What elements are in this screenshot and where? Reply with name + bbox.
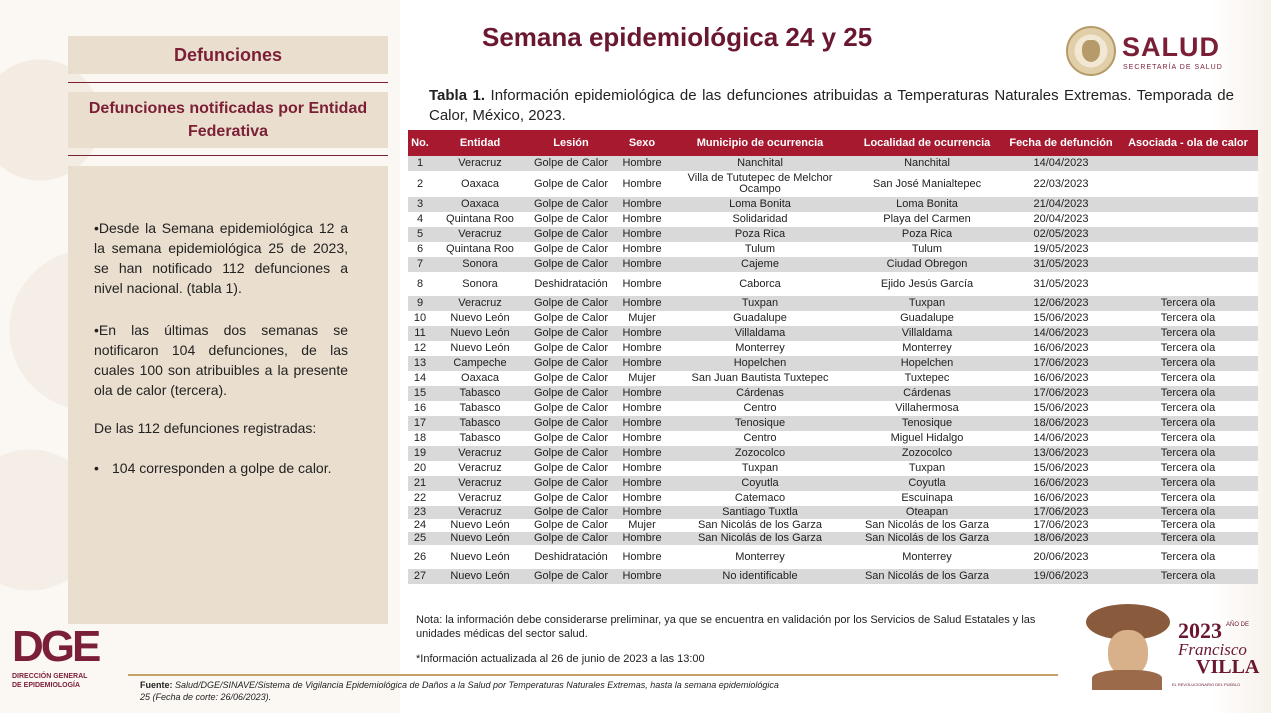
table-cell: Playa del Carmen xyxy=(850,212,1004,227)
salud-logo xyxy=(1066,26,1236,80)
table-cell: Cárdenas xyxy=(670,386,850,401)
table-cell: Golpe de Calor xyxy=(528,446,614,461)
table-cell: Zozocolco xyxy=(850,446,1004,461)
table-cell: Nuevo León xyxy=(432,341,528,356)
table-cell: Villaldama xyxy=(850,326,1004,341)
table-cell: Deshidratación xyxy=(528,272,614,296)
table-cell xyxy=(1118,171,1258,197)
table-cell: Campeche xyxy=(432,356,528,371)
table-header-cell: No. xyxy=(408,130,432,156)
table-cell: Veracruz xyxy=(432,476,528,491)
table-row xyxy=(408,569,1258,584)
table-cell: No identificable xyxy=(670,569,850,584)
paragraph-1: •Desde la Semana epidemiológica 12 a la semana epidemiológica 25 de 2023, se han notificado 112 defunciones a nivel nacional. (tabla 1). xyxy=(94,220,348,296)
table-cell: 23 xyxy=(408,506,432,519)
table-row xyxy=(408,491,1258,506)
table-cell: 17/06/2023 xyxy=(1004,386,1118,401)
table-row xyxy=(408,272,1258,296)
table-cell: Tercera ola xyxy=(1118,371,1258,386)
deaths-table xyxy=(408,130,1258,584)
table-cell: Tabasco xyxy=(432,416,528,431)
table-cell: Golpe de Calor xyxy=(528,212,614,227)
table-cell: Nuevo León xyxy=(432,569,528,584)
table-cell: 6 xyxy=(408,242,432,257)
table-cell: Hombre xyxy=(614,431,670,446)
table-cell: Tenosique xyxy=(850,416,1004,431)
table-cell xyxy=(1118,156,1258,171)
table-cell: Oaxaca xyxy=(432,371,528,386)
table-cell: Golpe de Calor xyxy=(528,461,614,476)
divider xyxy=(68,82,388,83)
table-cell: Tercera ola xyxy=(1118,476,1258,491)
table-cell: Hombre xyxy=(614,212,670,227)
table-cell: Golpe de Calor xyxy=(528,476,614,491)
table-cell: Tercera ola xyxy=(1118,311,1258,326)
table-cell: Hopelchen xyxy=(670,356,850,371)
coat-of-arms-icon xyxy=(1066,26,1116,76)
panel-body xyxy=(68,166,388,624)
table-cell: Tercera ola xyxy=(1118,356,1258,371)
table-cell: 21/04/2023 xyxy=(1004,197,1118,212)
table-cell: Tuxpan xyxy=(670,296,850,311)
table-cell: Golpe de Calor xyxy=(528,431,614,446)
table-cell: San Nicolás de los Garza xyxy=(850,532,1004,545)
table-cell: 9 xyxy=(408,296,432,311)
table-cell: Hombre xyxy=(614,416,670,431)
table-cell: 20/04/2023 xyxy=(1004,212,1118,227)
table-cell: Veracruz xyxy=(432,296,528,311)
table-cell: Tercera ola xyxy=(1118,491,1258,506)
table-cell: Golpe de Calor xyxy=(528,341,614,356)
fv-tag: EL REVOLUCIONARIO DEL PUEBLO xyxy=(1172,682,1241,687)
table-row xyxy=(408,401,1258,416)
caption-text: Información epidemiológica de las defunciones atribuidas a Temperaturas Naturales Extremas. Temporada de Calor, México, 2023. xyxy=(429,87,1234,124)
table-cell: Hombre xyxy=(614,545,670,569)
table-cell: 21 xyxy=(408,476,432,491)
table-cell: Villahermosa xyxy=(850,401,1004,416)
table-cell xyxy=(1118,272,1258,296)
table-cell: Golpe de Calor xyxy=(528,506,614,519)
caption-label: Tabla 1. xyxy=(429,87,486,104)
table-cell: 8 xyxy=(408,272,432,296)
table-cell: 31/05/2023 xyxy=(1004,257,1118,272)
table-row xyxy=(408,296,1258,311)
table-cell: Miguel Hidalgo xyxy=(850,431,1004,446)
paragraph-3: De las 112 defunciones registradas: xyxy=(94,420,317,436)
table-cell: Hombre xyxy=(614,257,670,272)
table-cell: 24 xyxy=(408,519,432,532)
table-row xyxy=(408,257,1258,272)
table-cell: Ciudad Obregon xyxy=(850,257,1004,272)
table-cell: 27 xyxy=(408,569,432,584)
table-row xyxy=(408,446,1258,461)
table-cell: Veracruz xyxy=(432,491,528,506)
table-cell: Hombre xyxy=(614,356,670,371)
table-cell: Golpe de Calor xyxy=(528,326,614,341)
table-cell: Tulum xyxy=(670,242,850,257)
fv-year: 2023 xyxy=(1178,618,1222,643)
table-cell: Monterrey xyxy=(670,341,850,356)
table-cell: Golpe de Calor xyxy=(528,416,614,431)
table-header-cell: Municipio de ocurrencia xyxy=(670,130,850,156)
table-cell: Nanchital xyxy=(670,156,850,171)
table-cell: 4 xyxy=(408,212,432,227)
table-cell: 20 xyxy=(408,461,432,476)
table-cell: Golpe de Calor xyxy=(528,371,614,386)
table-cell: 25 xyxy=(408,532,432,545)
table-row xyxy=(408,519,1258,532)
table-cell: Golpe de Calor xyxy=(528,401,614,416)
table-cell: Nuevo León xyxy=(432,326,528,341)
table-cell: Zozocolco xyxy=(670,446,850,461)
fv-name-2: VILLA xyxy=(1196,656,1260,678)
table-cell: Hombre xyxy=(614,341,670,356)
table-cell: Golpe de Calor xyxy=(528,491,614,506)
table-cell: 5 xyxy=(408,227,432,242)
table-cell: 15/06/2023 xyxy=(1004,401,1118,416)
table-cell: Mujer xyxy=(614,519,670,532)
table-row xyxy=(408,416,1258,431)
table-body xyxy=(408,156,1258,584)
table-cell: Golpe de Calor xyxy=(528,532,614,545)
table-cell: Veracruz xyxy=(432,461,528,476)
table-cell: Oteapan xyxy=(850,506,1004,519)
table-cell: Hombre xyxy=(614,272,670,296)
table-header-cell: Localidad de ocurrencia xyxy=(850,130,1004,156)
table-row xyxy=(408,386,1258,401)
francisco-villa-logo xyxy=(1078,600,1258,692)
table-cell: 1 xyxy=(408,156,432,171)
table-cell xyxy=(1118,257,1258,272)
page-title: Semana epidemiológica 24 y 25 xyxy=(482,22,873,52)
table-caption xyxy=(429,86,1234,126)
table-cell: San José Manialtepec xyxy=(850,171,1004,197)
paragraph-2: •En las últimas dos semanas se notificaron 104 defunciones, de las cuales 100 son atribuibles a la presente ola de calor (tercera). xyxy=(94,322,348,398)
table-row xyxy=(408,311,1258,326)
fv-name-1: Francisco xyxy=(1178,640,1247,659)
dge-logo xyxy=(12,622,112,702)
table-cell: Hombre xyxy=(614,296,670,311)
table-cell: 11 xyxy=(408,326,432,341)
fv-year-sub: AÑO DE xyxy=(1226,622,1250,628)
table-cell: Sonora xyxy=(432,272,528,296)
table-cell xyxy=(1118,212,1258,227)
table-cell xyxy=(1118,242,1258,257)
table-cell: Guadalupe xyxy=(850,311,1004,326)
dge-name-line-2: DE EPIDEMIOLOGÍA xyxy=(12,682,81,689)
table-cell: 12/06/2023 xyxy=(1004,296,1118,311)
table-cell: San Nicolás de los Garza xyxy=(670,532,850,545)
table-cell: Hombre xyxy=(614,156,670,171)
table-header-row xyxy=(408,130,1258,156)
table-row xyxy=(408,532,1258,545)
table-cell: Hombre xyxy=(614,476,670,491)
table-row xyxy=(408,171,1258,197)
panel-title: Defunciones xyxy=(68,36,388,74)
table-cell: Tercera ola xyxy=(1118,506,1258,519)
table-cell: Golpe de Calor xyxy=(528,519,614,532)
table-cell: Tercera ola xyxy=(1118,341,1258,356)
table-cell: Tabasco xyxy=(432,386,528,401)
table-cell: Centro xyxy=(670,431,850,446)
source-text xyxy=(140,679,780,703)
table-cell: 19/06/2023 xyxy=(1004,569,1118,584)
table-cell: Nanchital xyxy=(850,156,1004,171)
dge-letters: DGE xyxy=(12,622,99,671)
note-text: Nota: la información debe considerarse preliminar, ya que se encuentra en validación por los Servicios de Salud Estatales y las unidades médicas del sector salud. xyxy=(416,614,1036,640)
dge-name-line-1: DIRECCIÓN GENERAL xyxy=(12,673,88,680)
footer-divider xyxy=(128,674,1058,676)
bullet-item xyxy=(94,458,348,478)
table-cell: Nuevo León xyxy=(432,519,528,532)
table-cell: Golpe de Calor xyxy=(528,569,614,584)
table-header-cell: Asociada - ola de calor xyxy=(1118,130,1258,156)
table-cell: Poza Rica xyxy=(850,227,1004,242)
table-row xyxy=(408,242,1258,257)
table-header-cell: Entidad xyxy=(432,130,528,156)
table-cell: Monterrey xyxy=(850,341,1004,356)
table-cell: Escuinapa xyxy=(850,491,1004,506)
table-header-cell: Sexo xyxy=(614,130,670,156)
table-cell: Hombre xyxy=(614,227,670,242)
table-cell: Villa de Tututepec de Melchor Ocampo xyxy=(670,171,850,197)
table-cell: Coyutla xyxy=(670,476,850,491)
table-cell: Tuxpan xyxy=(850,461,1004,476)
table-row xyxy=(408,212,1258,227)
table-cell: Veracruz xyxy=(432,506,528,519)
table-cell: 18/06/2023 xyxy=(1004,416,1118,431)
table-cell: 15/06/2023 xyxy=(1004,311,1118,326)
table-cell: Golpe de Calor xyxy=(528,296,614,311)
logo-subtext: SECRETARÍA DE SALUD xyxy=(1123,64,1223,71)
table-cell: 26 xyxy=(408,545,432,569)
table-cell: Hombre xyxy=(614,171,670,197)
table-cell: San Nicolás de los Garza xyxy=(850,569,1004,584)
source-label: Fuente: xyxy=(140,680,173,690)
table-cell: Santiago Tuxtla xyxy=(670,506,850,519)
table-cell: Oaxaca xyxy=(432,171,528,197)
table-cell: San Nicolás de los Garza xyxy=(850,519,1004,532)
table-cell: 10 xyxy=(408,311,432,326)
table-row xyxy=(408,431,1258,446)
table-cell: 17 xyxy=(408,416,432,431)
table-cell: Tercera ola xyxy=(1118,401,1258,416)
panel-subtitle: Defunciones notificadas por Entidad Federativa xyxy=(68,92,388,148)
table-cell: 15 xyxy=(408,386,432,401)
table-cell: 17/06/2023 xyxy=(1004,506,1118,519)
table-cell: Tercera ola xyxy=(1118,386,1258,401)
table-cell: Ejido Jesús García xyxy=(850,272,1004,296)
table-cell: 16 xyxy=(408,401,432,416)
table-cell: Hombre xyxy=(614,386,670,401)
table-cell: Monterrey xyxy=(670,545,850,569)
table-cell: 22 xyxy=(408,491,432,506)
table-cell: Golpe de Calor xyxy=(528,197,614,212)
table-cell: 17/06/2023 xyxy=(1004,356,1118,371)
table-cell: 3 xyxy=(408,197,432,212)
table-cell: Tenosique xyxy=(670,416,850,431)
table-cell: 13/06/2023 xyxy=(1004,446,1118,461)
table-cell: Golpe de Calor xyxy=(528,356,614,371)
table-cell: Hombre xyxy=(614,197,670,212)
table-cell: 7 xyxy=(408,257,432,272)
table-row xyxy=(408,156,1258,171)
table-cell: 31/05/2023 xyxy=(1004,272,1118,296)
table-cell: Golpe de Calor xyxy=(528,227,614,242)
table-cell: Golpe de Calor xyxy=(528,386,614,401)
table-cell: Sonora xyxy=(432,257,528,272)
table-cell: Hombre xyxy=(614,401,670,416)
table-cell: Tabasco xyxy=(432,431,528,446)
table-cell: Cajeme xyxy=(670,257,850,272)
table-cell: Hombre xyxy=(614,326,670,341)
table-row xyxy=(408,326,1258,341)
table-cell: Tuxpan xyxy=(850,296,1004,311)
table-cell: Tercera ola xyxy=(1118,446,1258,461)
table-cell: 14 xyxy=(408,371,432,386)
table-header-cell: Lesión xyxy=(528,130,614,156)
table-cell: Tulum xyxy=(850,242,1004,257)
table-row xyxy=(408,476,1258,491)
table-cell: Hombre xyxy=(614,461,670,476)
table-row xyxy=(408,506,1258,519)
table-cell: Veracruz xyxy=(432,227,528,242)
table-cell: Tabasco xyxy=(432,401,528,416)
table-row xyxy=(408,545,1258,569)
table-cell xyxy=(1118,197,1258,212)
table-cell: Solidaridad xyxy=(670,212,850,227)
table-cell: 19 xyxy=(408,446,432,461)
table-row xyxy=(408,197,1258,212)
table-cell: Monterrey xyxy=(850,545,1004,569)
table-cell: Deshidratación xyxy=(528,545,614,569)
table-cell: Hopelchen xyxy=(850,356,1004,371)
table-cell: Hombre xyxy=(614,506,670,519)
table-cell: 19/05/2023 xyxy=(1004,242,1118,257)
source-body: Salud/DGE/SINAVE/Sistema de Vigilancia Epidemiológica de Daños a la Salud por Temperaturas Naturales Extremas, hasta la semana epidemiológica 25 (Fecha de corte: 26/06/2023). xyxy=(140,680,779,702)
table-cell: Mujer xyxy=(614,371,670,386)
table-cell: San Juan Bautista Tuxtepec xyxy=(670,371,850,386)
table-cell: Golpe de Calor xyxy=(528,311,614,326)
table-cell: Tercera ola xyxy=(1118,545,1258,569)
table-cell: Tercera ola xyxy=(1118,461,1258,476)
table-cell: Villaldama xyxy=(670,326,850,341)
table-cell: 22/03/2023 xyxy=(1004,171,1118,197)
table-cell: Hombre xyxy=(614,532,670,545)
table-cell: Quintana Roo xyxy=(432,242,528,257)
table-cell: Hombre xyxy=(614,569,670,584)
bullet-text: 104 corresponden a golpe de calor. xyxy=(112,460,332,476)
table-row xyxy=(408,356,1258,371)
table-cell: 2 xyxy=(408,171,432,197)
table-cell: Guadalupe xyxy=(670,311,850,326)
table-cell: Tercera ola xyxy=(1118,569,1258,584)
table-cell: 18 xyxy=(408,431,432,446)
table-cell: Golpe de Calor xyxy=(528,156,614,171)
table-cell: 02/05/2023 xyxy=(1004,227,1118,242)
table-cell: Oaxaca xyxy=(432,197,528,212)
table-cell: 14/06/2023 xyxy=(1004,326,1118,341)
table-cell: Hombre xyxy=(614,491,670,506)
divider xyxy=(68,155,388,156)
table-cell: Catemaco xyxy=(670,491,850,506)
table-cell: 15/06/2023 xyxy=(1004,461,1118,476)
table-cell: Tercera ola xyxy=(1118,519,1258,532)
table-cell: 16/06/2023 xyxy=(1004,491,1118,506)
table-cell: Cárdenas xyxy=(850,386,1004,401)
table-cell: San Nicolás de los Garza xyxy=(670,519,850,532)
table-cell: Coyutla xyxy=(850,476,1004,491)
deaths-table-container xyxy=(408,130,1258,584)
table-header-cell: Fecha de defunción xyxy=(1004,130,1118,156)
table-cell: Poza Rica xyxy=(670,227,850,242)
table-cell: 14/04/2023 xyxy=(1004,156,1118,171)
table-cell: 14/06/2023 xyxy=(1004,431,1118,446)
table-cell: Veracruz xyxy=(432,156,528,171)
table-cell: Caborca xyxy=(670,272,850,296)
table-cell: Golpe de Calor xyxy=(528,171,614,197)
table-cell: Tercera ola xyxy=(1118,296,1258,311)
table-cell: Nuevo León xyxy=(432,532,528,545)
table-cell: 16/06/2023 xyxy=(1004,341,1118,356)
table-cell: 20/06/2023 xyxy=(1004,545,1118,569)
table-cell: 16/06/2023 xyxy=(1004,476,1118,491)
table-cell: Hombre xyxy=(614,242,670,257)
table-cell: Tuxpan xyxy=(670,461,850,476)
table-row xyxy=(408,461,1258,476)
table-cell: Tercera ola xyxy=(1118,326,1258,341)
table-cell: Nuevo León xyxy=(432,311,528,326)
table-cell: Tercera ola xyxy=(1118,532,1258,545)
update-info: *Información actualizada al 26 de junio de 2023 a las 13:00 xyxy=(416,653,705,665)
table-cell: 12 xyxy=(408,341,432,356)
table-row xyxy=(408,371,1258,386)
table-cell: Golpe de Calor xyxy=(528,242,614,257)
table-cell: Tercera ola xyxy=(1118,416,1258,431)
table-cell: 18/06/2023 xyxy=(1004,532,1118,545)
table-cell: 16/06/2023 xyxy=(1004,371,1118,386)
table-cell: Tercera ola xyxy=(1118,431,1258,446)
table-row xyxy=(408,227,1258,242)
table-cell: 17/06/2023 xyxy=(1004,519,1118,532)
table-cell: Centro xyxy=(670,401,850,416)
table-cell: Veracruz xyxy=(432,446,528,461)
table-cell: Loma Bonita xyxy=(850,197,1004,212)
table-cell xyxy=(1118,227,1258,242)
logo-text: SALUD xyxy=(1122,32,1220,62)
table-cell: Mujer xyxy=(614,311,670,326)
table-cell: Loma Bonita xyxy=(670,197,850,212)
table-cell: 13 xyxy=(408,356,432,371)
table-cell: Hombre xyxy=(614,446,670,461)
table-cell: Nuevo León xyxy=(432,545,528,569)
bullet-marker: • xyxy=(94,460,99,476)
villa-portrait-icon xyxy=(1078,600,1174,690)
table-row xyxy=(408,341,1258,356)
table-cell: Golpe de Calor xyxy=(528,257,614,272)
table-cell: Quintana Roo xyxy=(432,212,528,227)
table-cell: Tuxtepec xyxy=(850,371,1004,386)
